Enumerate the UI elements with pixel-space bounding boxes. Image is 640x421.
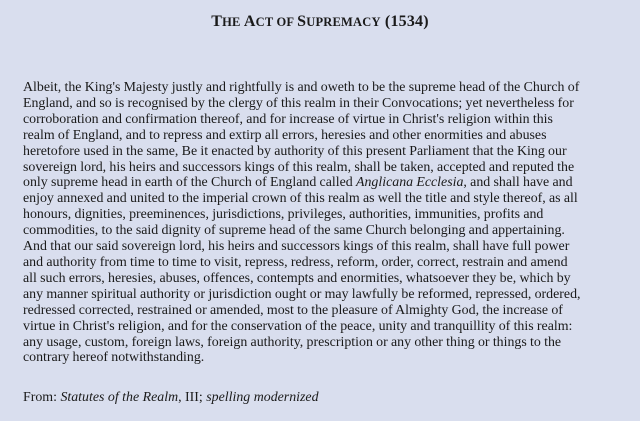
title-rest-the: HE	[222, 15, 244, 29]
citation-volume: , III;	[178, 390, 207, 405]
title-initial-act: A	[243, 13, 256, 30]
citation-note: spelling modernized	[206, 390, 319, 405]
title-rest-supremacy: UPREMACY	[306, 15, 381, 29]
latin-term: Anglicana Ecclesia	[356, 175, 464, 191]
text-line: redressed corrected, restrained or amended, most to the pleasure of Almighty God, the increase of	[23, 302, 563, 318]
text-line: enjoy annexed and united to the imperial crown of this realm as well the title and style thereof, as all	[23, 191, 578, 207]
document-title	[0, 13, 640, 31]
text-line: all such errors, heresies, abuses, offences, contempts and enormities, whatsoever they be, which by	[23, 270, 571, 286]
text-line: honours, dignities, preeminences, jurisdictions, privileges, authorities, immunities, profits and	[23, 207, 544, 223]
text-line: commodities, to the said dignity of supreme head of the same Church belonging and appertaining.	[23, 223, 565, 239]
text-line: and authority from time to time to visit, repress, redress, reform, order, correct, restrain and amend	[23, 254, 568, 270]
title-rest-act: CT OF	[255, 15, 298, 29]
text-line: contrary hereof notwithstanding.	[23, 350, 205, 366]
text-line: virtue in Christ's religion, and for the conservation of the peace, unity and tranquillity of this realm:	[23, 318, 573, 334]
text-line: And that our said sovereign lord, his heirs and successors kings of this realm, shall have full power	[23, 239, 570, 255]
citation-prefix: From:	[23, 390, 61, 405]
text-line: corroboration and confirmation thereof, and for increase of virtue in Christ's religion within this	[23, 111, 553, 127]
text-line: England, and so is recognised by the clergy of this realm in their Convocations; yet nevertheless for	[23, 95, 574, 111]
text-segment: only supreme head in earth of the Church of England called	[23, 175, 356, 191]
text-line: any manner spiritual authority or jurisdiction ought or may lawfully be reformed, repressed, ordered,	[23, 286, 581, 302]
statute-text	[23, 80, 623, 366]
text-line: Albeit, the King's Majesty justly and rightfully is and oweth to be the supreme head of the Church of	[23, 80, 580, 95]
text-line: realm of England, and to repress and extirp all errors, heresies and other enormities and abuses	[23, 127, 547, 143]
title-initial-the: T	[211, 13, 223, 30]
citation-work: Statutes of the Realm	[60, 390, 179, 405]
title-initial-supremacy: S	[297, 13, 307, 30]
text-line	[23, 175, 623, 191]
text-line: sovereign lord, his heirs and successors kings of this realm, shall be taken, accepted and reputed the	[23, 159, 575, 175]
text-line: heretofore used in the same, Be it enacted by authority of this present Parliament that the King our	[23, 143, 567, 159]
title-year: (1534)	[380, 13, 429, 30]
text-line: any usage, custom, foreign laws, foreign authority, prescription or any other thing or things to the	[23, 334, 562, 350]
source-citation	[23, 390, 319, 406]
text-segment: , and shall have and	[463, 175, 573, 191]
